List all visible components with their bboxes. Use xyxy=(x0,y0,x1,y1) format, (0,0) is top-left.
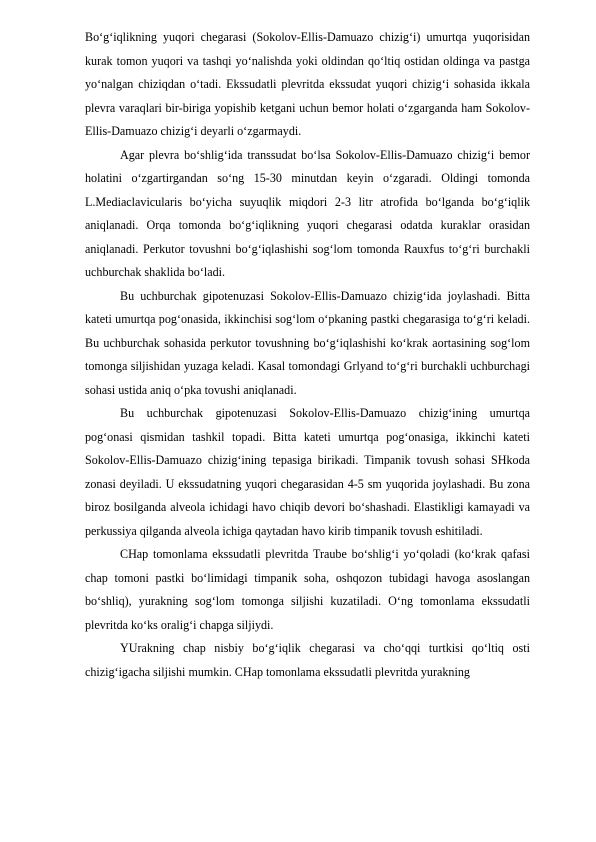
paragraph-3: Bu uchburchak gipotenuzasi Sokolov-Ellis-Damuazo chizig‘ida joylashadi. Bitta kateti umurtqa pog‘onasida, ikkinchisi sog‘lom o‘pkaning pastki chegarasiga to‘g‘ri keladi. Bu uchburchak sohasida perkutor tovushning bo‘g‘iqlashishi ko‘krak aortasining sog‘lom tomonga siljishidan yuzaga keladi. Kasal tomondagi Grlyand to‘g‘ri burchakli uchburchagi sohasi ustida aniq o‘pka tovushi aniqlanadi. xyxy=(85,288,530,397)
paragraph-4: Bu uchburchak gipotenuzasi Sokolov-Ellis-Damuazo chizig‘ining umurtqa pog‘onasi qismidan tashkil topadi. Bitta kateti umurtqa pog‘onasiga, ikkinchi kateti Sokolov-Ellis-Damuazo chizig‘ining tepasiga birikadi. Timpanik tovush sohasi SHkoda zonasi deyiladi. U ekssudatning yuqori chegarasidan 4-5 sm yuqorida joylashadi. Bu zona biroz bosilganda alveola ichidagi havo chiqib devori bo‘shashadi. Elastikligi kamayadi va perkussiya qilganda alveola ichiga qaytadan havo kirib timpanik tovush eshitiladi. xyxy=(85,406,530,538)
paragraph-2: Agar plevra bo‘shlig‘ida transsudat bo‘lsa Sokolov-Ellis-Damuazo chizig‘i bemor holatini o‘zgartirgandan so‘ng 15-30 minutdan keyin o‘zgaradi. Oldingi tomonda L.Mediaclavicularis bo‘yicha suyuqlik miqdori 2-3 litr atrofida bo‘lganda bo‘g‘iqlik aniqlanadi. Orqa tomonda bo‘g‘iqlikning yuqori chegarasi odatda kuraklar orasidan aniqlanadi. Perkutor tovushni bo‘g‘iqlashishi sog‘lom tomonda Rauxfus to‘g‘ri burchakli uchburchak shaklida bo‘ladi. xyxy=(85,147,530,279)
paragraph-6: YUrakning chap nisbiy bo‘g‘iqlik chegarasi va cho‘qqi turtkisi qo‘ltiq osti chizig‘igacha siljishi mumkin. CHap tomonlama ekssudatli plevritda yurakning xyxy=(85,641,530,679)
document-page xyxy=(85,26,530,684)
paragraph-5: CHap tomonlama ekssudatli plevritda Traube bo‘shlig‘i yo‘qoladi (ko‘krak qafasi chap tomoni pastki bo‘limidagi timpanik soha, oshqozon tubidagi havoga asoslangan bo‘shliq), yurakning sog‘lom tomonga siljishi kuzatiladi. O‘ng tomonlama ekssudatli plevritda ko‘ks oralig‘i chapga siljiydi. xyxy=(85,547,530,632)
paragraph-1: Bo‘g‘iqlikning yuqori chegarasi (Sokolov-Ellis-Damuazo chizig‘i) umurtqa yuqorisidan kurak tomon yuqori va tashqi yo‘nalishda yoki oldindan qo‘ltiq ostidan oldinga va pastga yo‘nalgan chiziqdan o‘tadi. Ekssudatli plevritda ekssudat yuqori chizig‘i sohasida ikkala plevra varaqlari bir-biriga yopishib ketgani uchun bemor holati o‘zgarganda ham Sokolov-Ellis-Damuazo chizig‘i deyarli o‘zgarmaydi. xyxy=(85,30,530,138)
